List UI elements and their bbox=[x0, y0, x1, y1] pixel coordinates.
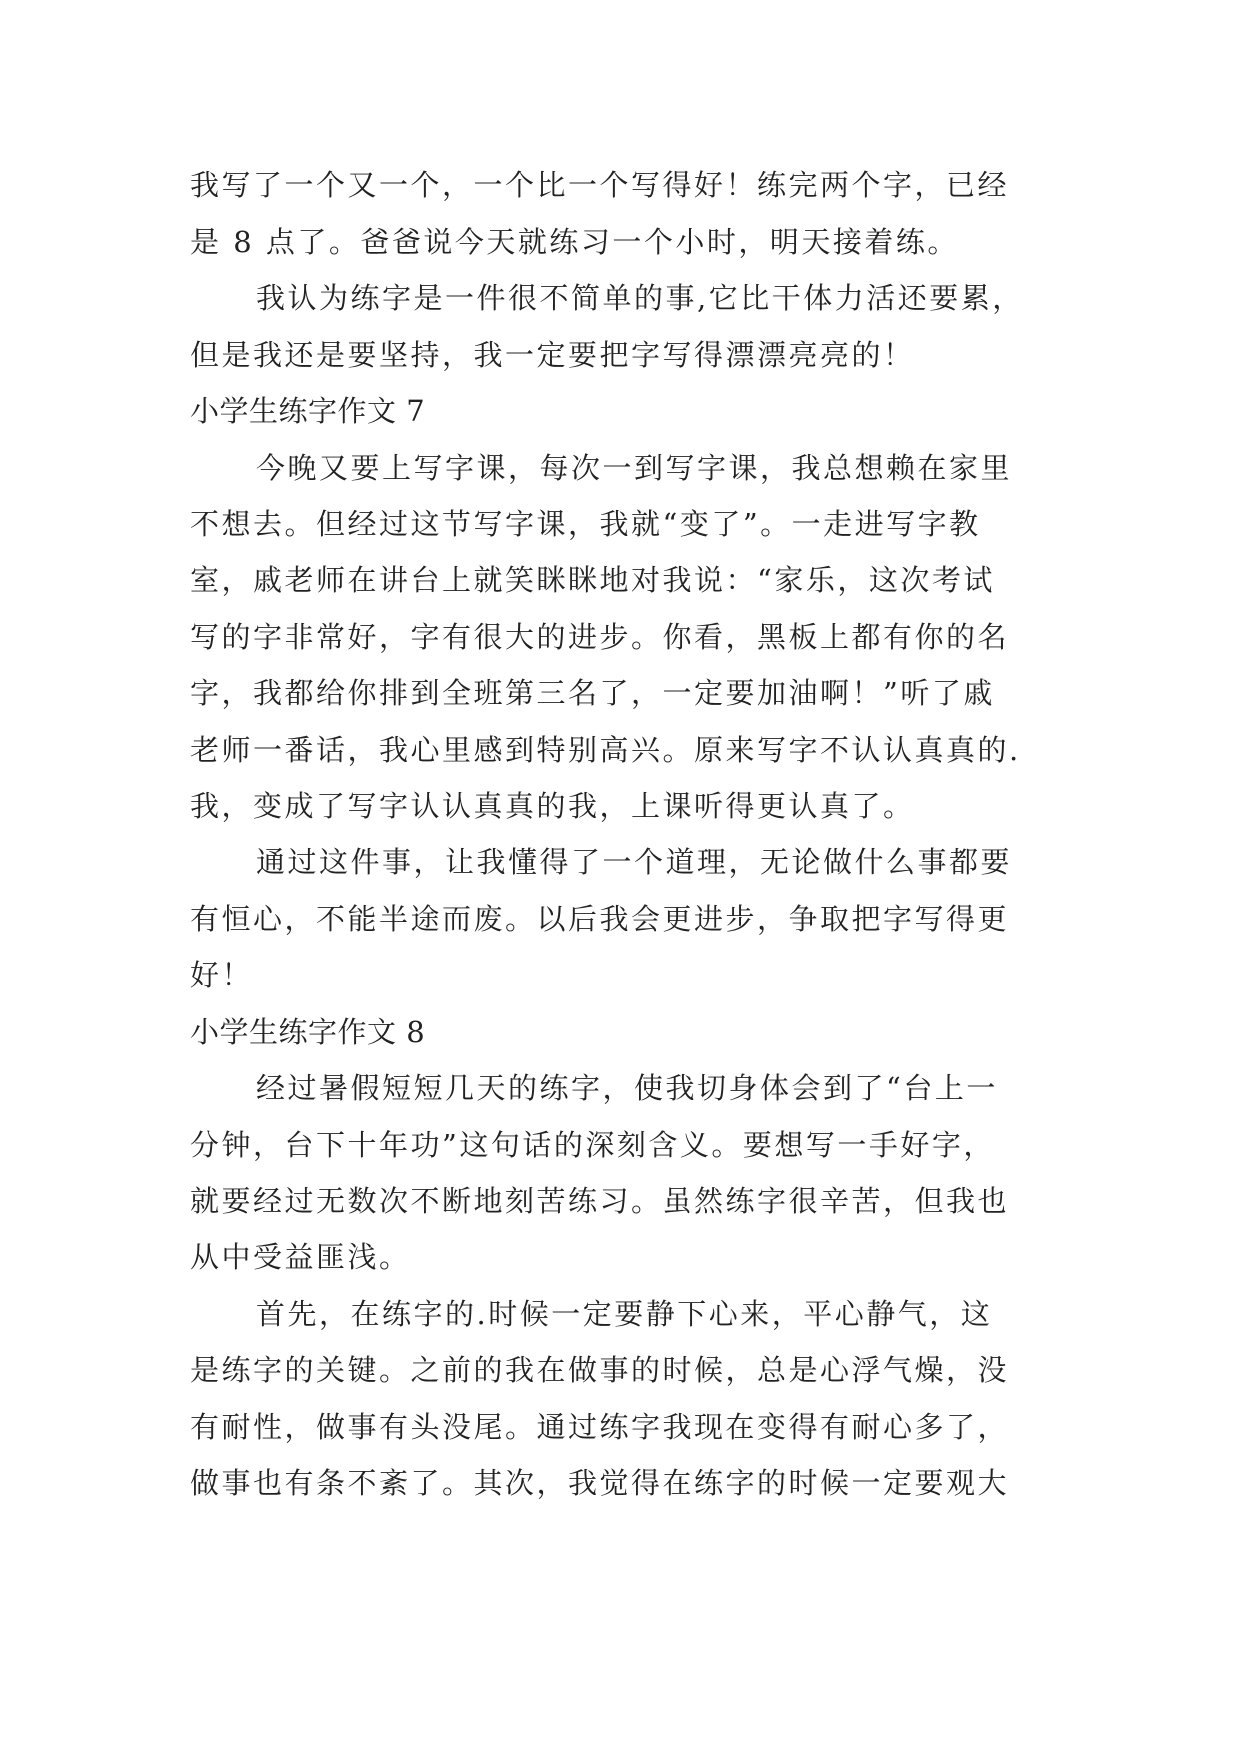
paragraph-line: 是 8 点了。爸爸说今天就练习一个小时，明天接着练。 bbox=[190, 225, 959, 259]
paragraph-line: 我写了一个又一个，一个比一个写得好！练完两个字，已经 bbox=[190, 168, 1010, 202]
paragraph-line: 我认为练字是一件很不简单的事,它比干体力活还要累， bbox=[256, 281, 1024, 315]
paragraph-line: 从中受益匪浅。 bbox=[190, 1240, 411, 1274]
paragraph-line: 分钟，台下十年功”这句话的深刻含义。要想写一手好字， bbox=[190, 1128, 995, 1162]
paragraph-line: 就要经过无数次不断地刻苦练习。虽然练字很辛苦，但我也 bbox=[190, 1184, 1010, 1218]
paragraph-line: 做事也有条不紊了。其次，我觉得在练字的时候一定要观大 bbox=[190, 1466, 1010, 1500]
paragraph-line: 好！ bbox=[190, 958, 254, 992]
paragraph-line: 通过这件事，让我懂得了一个道理，无论做什么事都要 bbox=[256, 845, 1013, 879]
paragraph-line: 老师一番话，我心里感到特别高兴。原来写字不认认真真的. bbox=[190, 733, 1021, 767]
paragraph-line: 首先，在练字的.时候一定要静下心来，平心静气，这 bbox=[256, 1297, 993, 1331]
paragraph-line: 经过暑假短短几天的练字，使我切身体会到了“台上一 bbox=[256, 1071, 998, 1105]
paragraph-line: 但是我还是要坚持，我一定要把字写得漂漂亮亮的！ bbox=[190, 338, 915, 372]
paragraph-line: 室，戚老师在讲台上就笑眯眯地对我说：“家乐，这次考试 bbox=[190, 563, 995, 597]
paragraph-line: 我，变成了写字认认真真的我，上课听得更认真了。 bbox=[190, 789, 915, 823]
paragraph-line: 字，我都给你排到全班第三名了，一定要加油啊！”听了戚 bbox=[190, 676, 995, 710]
paragraph-line: 今晚又要上写字课，每次一到写字课，我总想赖在家里 bbox=[256, 451, 1013, 485]
section-heading: 小学生练字作文 7 bbox=[190, 394, 426, 428]
section-heading: 小学生练字作文 8 bbox=[190, 1015, 426, 1049]
paragraph-line: 有耐性，做事有头没尾。通过练字我现在变得有耐心多了， bbox=[190, 1410, 1010, 1444]
paragraph-line: 写的字非常好，字有很大的进步。你看，黑板上都有你的名 bbox=[190, 620, 1010, 654]
paragraph-line: 是练字的关键。之前的我在做事的时候，总是心浮气燥，没 bbox=[190, 1353, 1010, 1387]
paragraph-line: 不想去。但经过这节写字课，我就“变了”。一走进写字教 bbox=[190, 507, 981, 541]
paragraph-line: 有恒心，不能半途而废。以后我会更进步，争取把字写得更 bbox=[190, 902, 1010, 936]
